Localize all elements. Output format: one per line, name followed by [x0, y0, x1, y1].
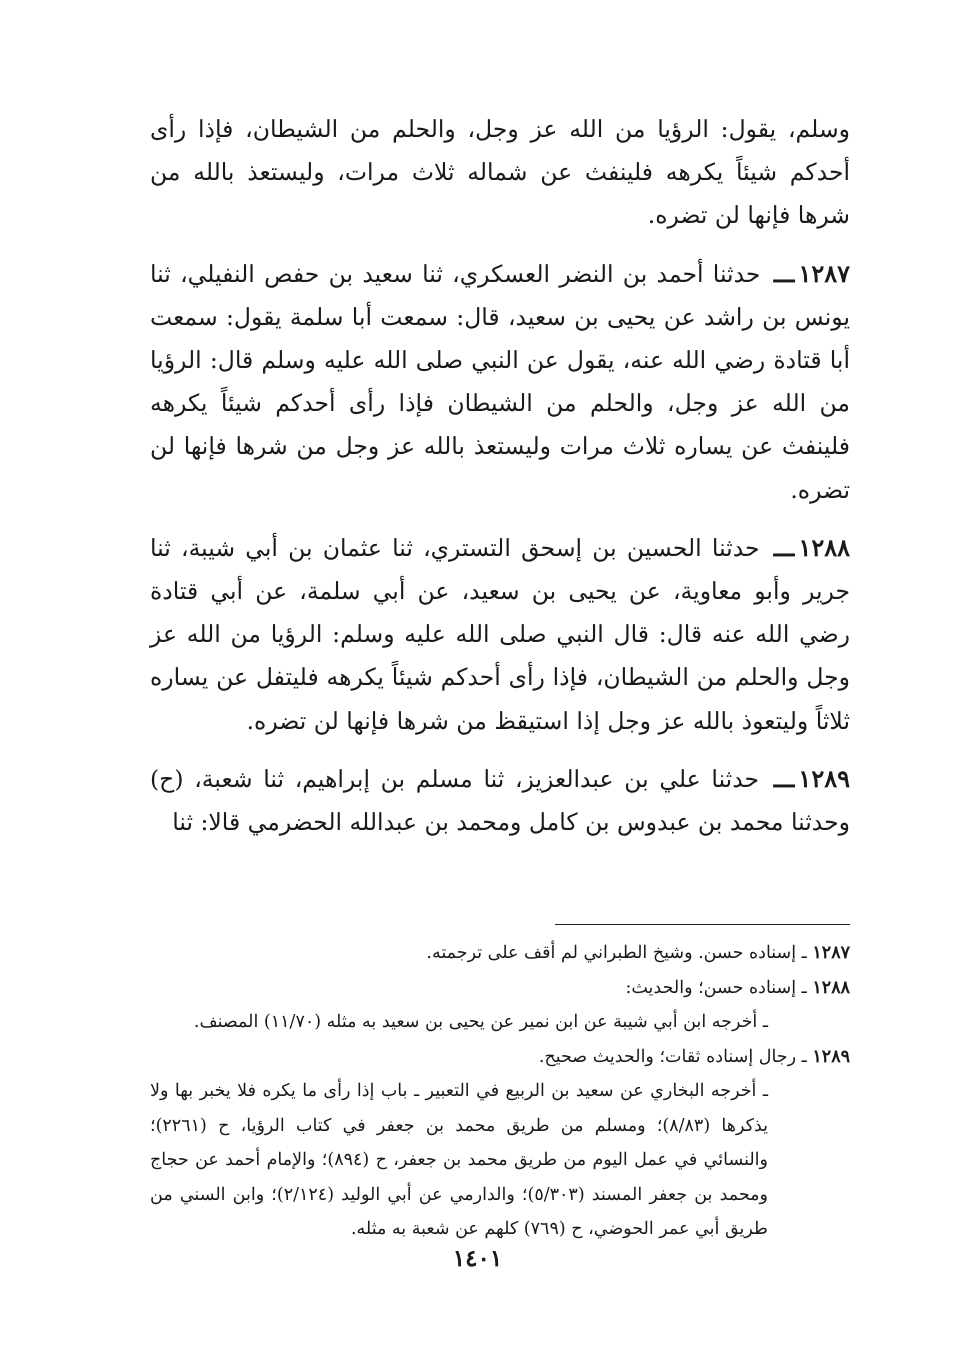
hadith-dash: ـــ	[773, 533, 795, 562]
hadith-dash: ـــ	[773, 764, 795, 793]
hadith-1288	[150, 526, 850, 743]
footnote-text: إسناده حسن. وشيخ الطبراني لم أقف على ترجمته.	[426, 943, 797, 963]
hadith-1287	[150, 252, 850, 512]
footnote-1289-detail: ـ أخرجه البخاري عن سعيد بن الربيع في التعبير ـ باب إذا رأى ما يكره فلا يخبر بها ولا يذكرها (٨/٨٣)؛ ومسلم من طريق محمد بن جعفر في كتاب الرؤيا، ح (٢٢٦١)؛ والنسائي في عمل اليوم من طريق محمد بن جعفر، ح (٨٩٤)؛ والإمام أحمد عن حجاج ومحمد بن جعفر المسند (٥/٣٠٣)؛ والدارمي عن أبي الوليد (٢/١٢٤)؛ وابن السني من طريق أبي عمر الحوضي، ح (٧٦٩) كلهم عن شعبة به مثله.	[150, 1081, 768, 1239]
hadith-number: ١٢٨٨	[798, 532, 850, 562]
footnote-1288-detail: ـ أخرجه ابن أبي شيبة عن ابن نمير عن يحيى بن سعيد به مثله (١١/٧٠) المصنف.	[193, 1012, 768, 1032]
page-number: ١٤٠١	[452, 1245, 503, 1272]
hadith-number: ١٢٨٩	[798, 763, 850, 793]
footnote-dash: ـ	[801, 977, 807, 998]
hadith-number: ١٢٨٧	[798, 258, 850, 288]
footnote-dash: ـ	[801, 1046, 807, 1067]
hadith-text: حدثنا أحمد بن النضر العسكري، ثنا سعيد بن حفص النفيلي، ثنا يونس بن راشد عن يحيى بن سعيد، قال: سمعت أبا سلمة يقول: سمعت أبا قتادة رضي الله عنه، يقول عن النبي صلى الله عليه وسلم قال: الرؤيا من الله عز وجل، والحلم من الشيطان فإذا رأى أحدكم شيئاً يكرهه فلينفث عن يساره ثلاث مرات وليستعذ بالله عز وجل من شرها فإنها لن تضره.	[150, 259, 850, 504]
hadith-text: حدثنا علي بن عبدالعزيز، ثنا مسلم بن إبراهيم، ثنا شعبة، (ح) وحدثنا محمد بن عبدوس بن كامل ومحمد بن عبدالله الحضرمي قالا: ثنا	[150, 764, 850, 837]
footnote-number: ١٢٨٨	[812, 977, 850, 998]
paragraph-continuation	[150, 108, 850, 238]
hadith-text: حدثنا الحسين بن إسحق التستري، ثنا عثمان بن أبي شيبة، ثنا جرير وأبو معاوية، عن يحيى بن سعيد، عن أبي سلمة، عن أبي قتادة رضي الله عنه قال: قال النبي صلى الله عليه وسلم: الرؤيا من الله عز وجل والحلم من الشيطان، فإذا رأى أحدكم شيئاً يكرهه فليتفل عن يساره ثلاثاً وليتعوذ بالله عز وجل إذا استيقظ من شرها فإنها لن تضره.	[150, 533, 850, 735]
footnote-1289	[150, 1040, 850, 1075]
paragraph-text: وسلم، يقول: الرؤيا من الله عز وجل، والحلم من الشيطان، فإذا رأى أحدكم شيئاً يكرهه فلينفث عن شماله ثلاث مرات، وليستعذ بالله من شرها فإنها لن تضره.	[150, 115, 850, 230]
hadith-dash: ـــ	[773, 259, 795, 288]
footnotes	[150, 936, 850, 1247]
footnote-dash: ـ	[801, 943, 807, 963]
footnote-number: ١٢٨٩	[812, 1046, 850, 1067]
footnote-text: إسناده حسن؛ والحديث:	[625, 977, 797, 998]
page-body	[150, 108, 850, 1239]
hadith-1289	[150, 757, 850, 844]
footnote-number: ١٢٨٧	[812, 943, 850, 963]
footnote-divider	[555, 924, 850, 925]
footnote-1287	[150, 936, 850, 971]
footnote-1288	[150, 971, 850, 1006]
footnote-text: رجال إسناده ثقات؛ والحديث صحيح.	[538, 1046, 797, 1067]
main-text	[150, 108, 850, 844]
